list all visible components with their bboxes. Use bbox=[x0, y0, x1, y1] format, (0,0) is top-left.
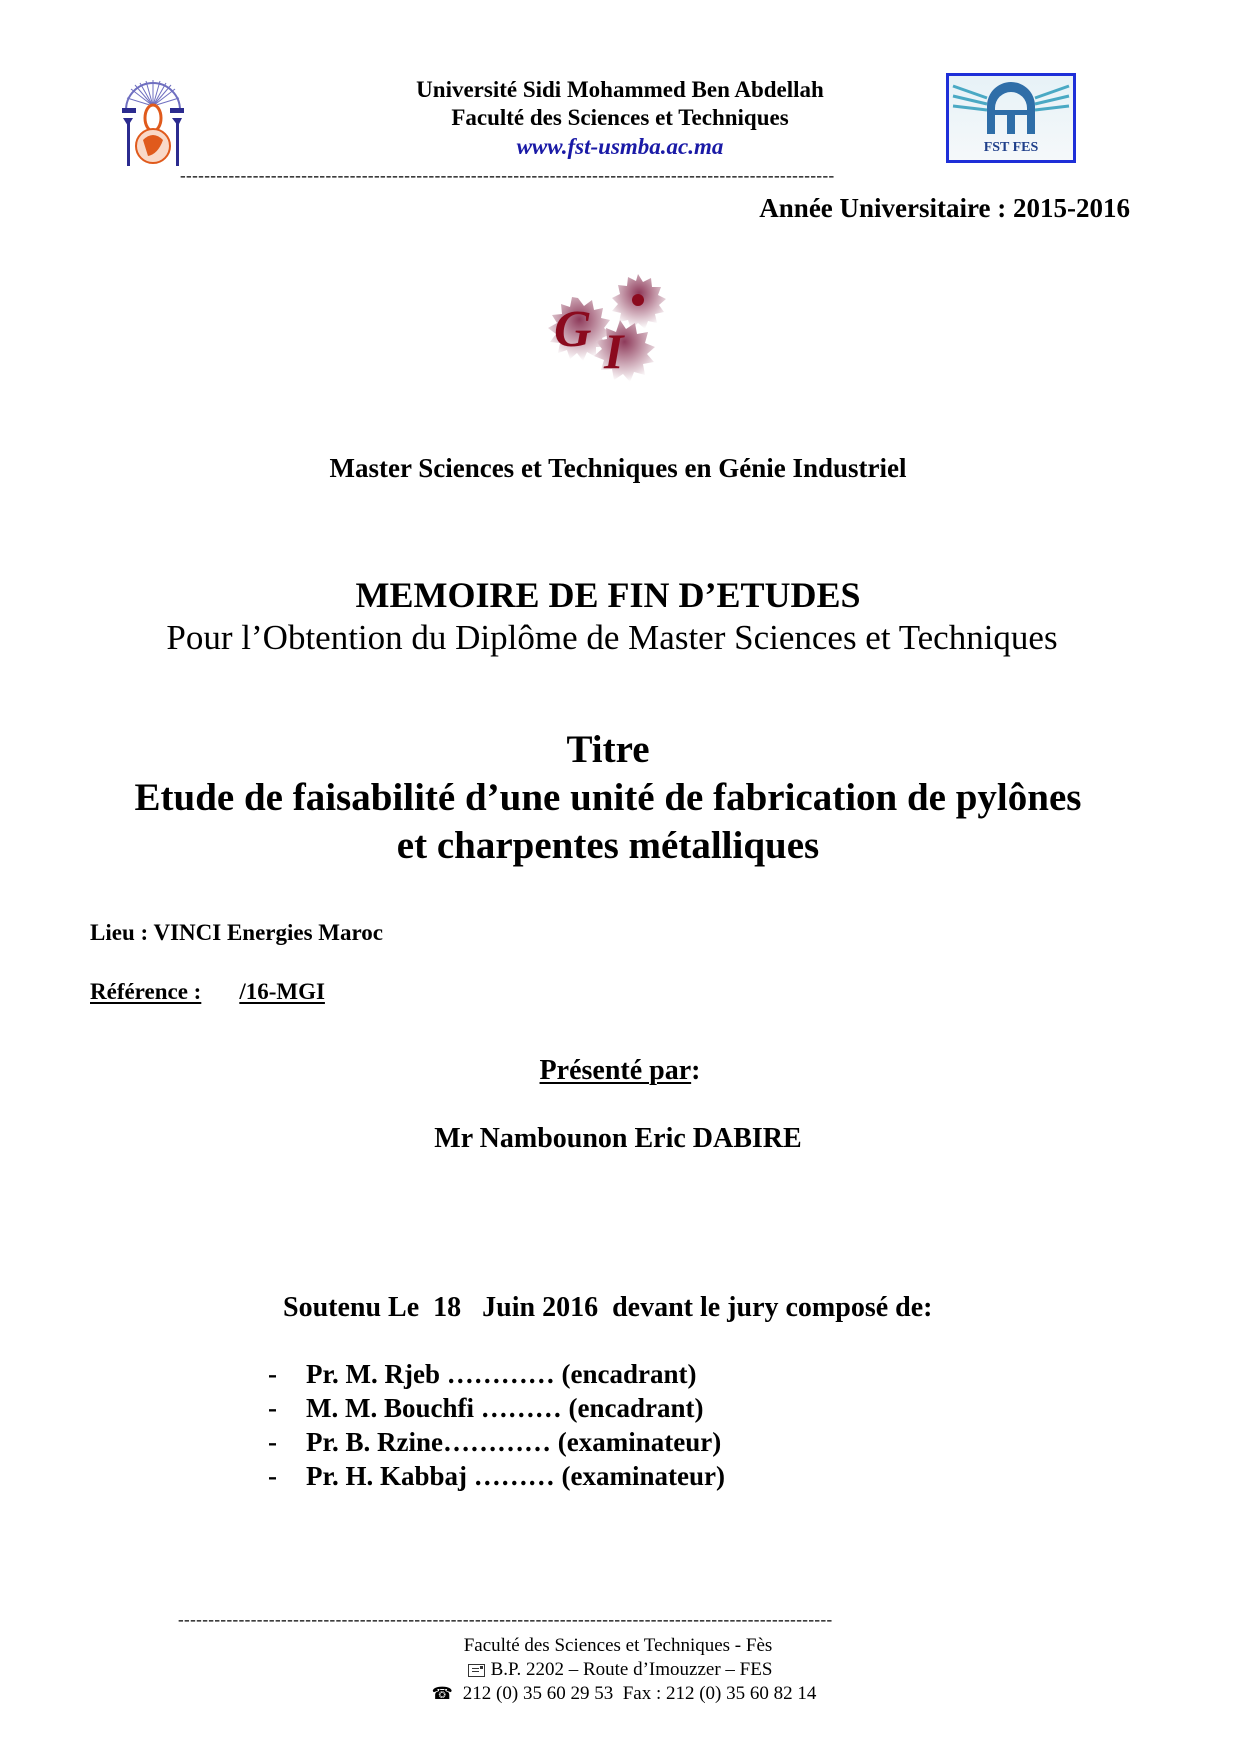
presented-by-label: Présenté par bbox=[539, 1055, 692, 1086]
phone-text: 212 (0) 35 60 29 53 Fax : 212 (0) 35 60 82 14 bbox=[462, 1683, 817, 1704]
gi-gears-icon bbox=[540, 268, 670, 386]
list-bullet: - bbox=[268, 1393, 277, 1423]
title-label: Titre bbox=[566, 728, 650, 771]
footer-phone bbox=[4, 1682, 1240, 1706]
reference bbox=[90, 979, 325, 1005]
jury-member-entry: Pr. H. Kabbaj ……… (examinateur) bbox=[306, 1461, 725, 1491]
footer-faculty: Faculté des Sciences et Techniques - Fès bbox=[463, 1635, 773, 1656]
list-bullet: - bbox=[268, 1427, 277, 1457]
reference-value: /16-MGI bbox=[239, 979, 325, 1004]
thesis-title-line2: et charpentes métalliques bbox=[396, 824, 820, 867]
fst-arch-icon bbox=[949, 76, 1073, 136]
gi-letter-i: I bbox=[604, 323, 624, 379]
fst-fes-logo bbox=[946, 73, 1076, 163]
jury-member-entry: Pr. B. Rzine………… (examinateur) bbox=[306, 1427, 722, 1457]
address-text: B.P. 2202 – Route d’Imouzzer – FES bbox=[490, 1659, 773, 1680]
program-name: Master Sciences et Techniques en Génie Industriel bbox=[329, 453, 907, 483]
internship-location: Lieu : VINCI Energies Maroc bbox=[90, 920, 384, 945]
memoire-subheading: Pour l’Obtention du Diplôme de Master Sciences et Techniques bbox=[166, 618, 1058, 657]
thesis-title-line1: Etude de faisabilité d’une unité de fabrication de pylônes bbox=[134, 776, 1082, 819]
faculty-name: Faculté des Sciences et Techniques bbox=[451, 105, 789, 130]
footer-address bbox=[0, 1658, 1240, 1682]
list-bullet: - bbox=[268, 1359, 277, 1389]
fst-fes-label: FST FES bbox=[983, 140, 1039, 155]
jury-list bbox=[268, 1358, 868, 1498]
memoire-heading: MEMOIRE DE FIN D’ETUDES bbox=[355, 575, 861, 615]
mail-icon bbox=[468, 1664, 485, 1677]
website-link[interactable]: www.fst-usmba.ac.ma bbox=[516, 134, 724, 159]
list-bullet: - bbox=[268, 1461, 277, 1491]
presented-by-heading bbox=[0, 1055, 1240, 1087]
gi-letter-g: G bbox=[554, 301, 592, 358]
header-separator: ------------------------------------------------------------------------------------------------------------ bbox=[180, 166, 835, 185]
student-name: Mr Nambounon Eric DABIRE bbox=[434, 1123, 802, 1154]
presented-by-colon: : bbox=[691, 1055, 701, 1086]
university-name: Université Sidi Mohammed Ben Abdellah bbox=[416, 77, 824, 102]
footer-separator: ------------------------------------------------------------------------------------------------------------ bbox=[178, 1610, 833, 1629]
defense-date: Soutenu Le 18 Juin 2016 devant le jury composé de: bbox=[283, 1292, 933, 1323]
academic-year: Année Universitaire : 2015-2016 bbox=[759, 193, 1130, 223]
jury-member-entry: Pr. M. Rjeb ………… (encadrant) bbox=[306, 1359, 697, 1389]
telephone-icon: ☎ bbox=[431, 1684, 453, 1703]
gi-department-logo bbox=[540, 268, 670, 386]
jury-member-entry: M. M. Bouchfi ……… (encadrant) bbox=[306, 1393, 704, 1423]
reference-label: Référence : bbox=[90, 979, 202, 1004]
